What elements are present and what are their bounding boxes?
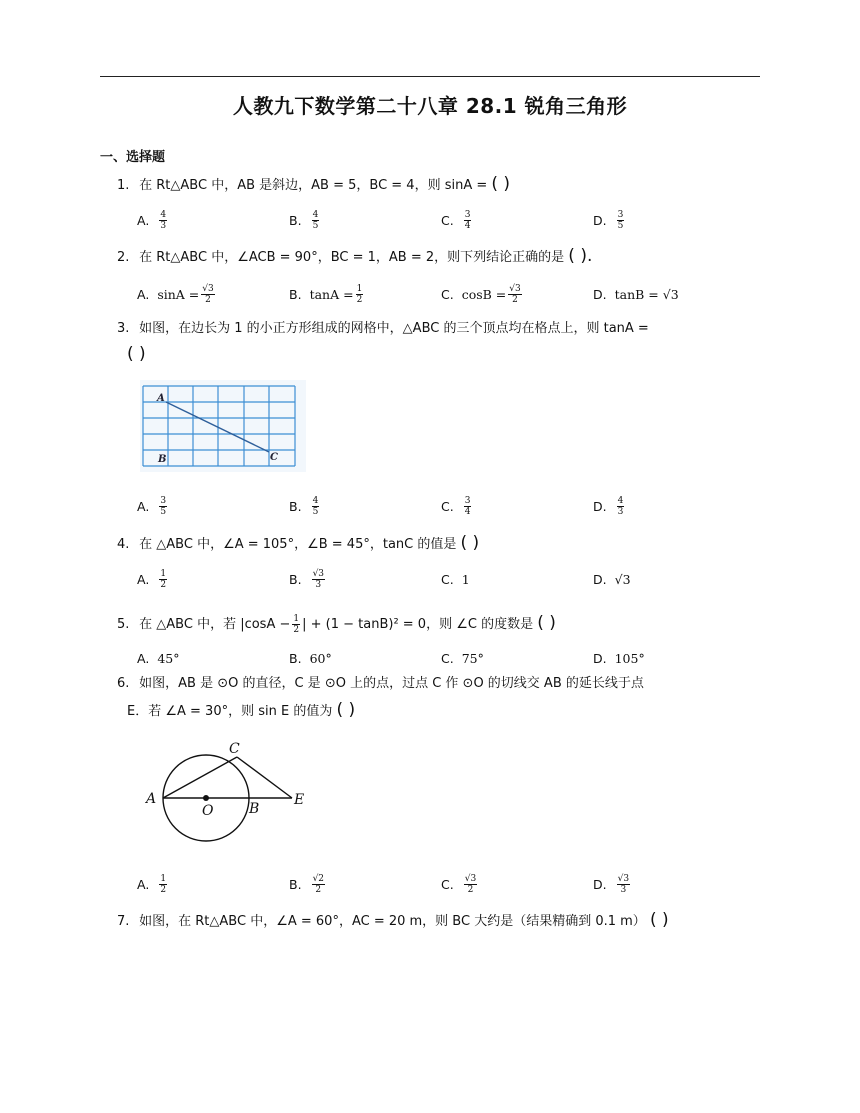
question-6-cont [127, 699, 355, 723]
question-4: 4. 在 △ABC 中，∠A = 105°，∠B = 45°，tanC 的值是 ( ) [117, 533, 480, 553]
label-b: B [249, 801, 260, 817]
option-b[interactable]: B. 60° [289, 650, 332, 666]
question-text: 在 Rt△ABC 中，AB 是斜边，AB = 5，BC = 4，则 sinA = [139, 178, 488, 193]
fraction: $\frac{3}{4}$ [464, 495, 471, 517]
label-o: O [202, 803, 214, 819]
segment-ac [163, 757, 237, 798]
fraction: $\frac{√3}{2}$ [509, 283, 521, 305]
option-d[interactable]: D. √3 [593, 571, 631, 587]
question-text: 如图，在边长为 1 的小正方形组成的网格中，△ABC 的三个顶点均在格点上，则 tanA = [139, 321, 649, 336]
question-2: 2. 在 Rt△ABC 中，∠ACB = 90°，BC = 1，AB = 2，则下列结论正确的是 ( ). [117, 246, 593, 266]
fraction: $\frac{4}{3}$ [617, 495, 624, 517]
fraction: $\frac{4}{3}$ [160, 209, 167, 231]
answer-paren: ( ) [127, 344, 146, 364]
page-title: 人教九下数学第二十八章 28.1 锐角三角形 [232, 94, 628, 118]
label-e: E [294, 792, 305, 808]
fraction: $\frac{4}{5}$ [312, 209, 319, 231]
question-text: 如图，在 Rt△ABC 中，∠A = 60°，AC = 20 m，则 BC 大约是（结果精确到 0.1 m） [139, 914, 646, 929]
question-3: 3. 如图，在边长为 1 的小正方形组成的网格中，△ABC 的三个顶点均在格点上，则 tanA = [117, 321, 649, 336]
answer-paren: ( ) [460, 533, 480, 553]
option-b[interactable]: B. $\frac{4}{5}$ [289, 209, 319, 231]
option-b[interactable]: B. $\frac{4}{5}$ [289, 495, 319, 517]
answer-paren: ( ) [491, 174, 511, 194]
option-a[interactable]: A. $\frac{1}{2}$ [137, 568, 167, 590]
fraction: $\frac{3}{5}$ [160, 495, 167, 517]
fraction: $\frac{1}{2}$ [293, 614, 300, 635]
tangent-ce [237, 757, 292, 798]
question-7: 7. 如图，在 Rt△ABC 中，∠A = 60°，AC = 20 m，则 BC 大约是（结果精确到 0.1 m） ( ) [117, 910, 669, 930]
header-rule [100, 76, 760, 77]
fraction: $\frac{√3}{3}$ [312, 568, 325, 590]
option-d[interactable]: D. $\frac{4}{3}$ [593, 495, 624, 517]
fraction: $\frac{√2}{2}$ [312, 873, 325, 895]
question-text: 在 △ABC 中，∠A = 105°，∠B = 45°，tanC 的值是 [139, 537, 457, 552]
question-3-cont [127, 343, 146, 367]
fraction: $\frac{1}{2}$ [356, 283, 363, 305]
answer-paren: ( ) [537, 613, 556, 633]
center-point [203, 795, 209, 801]
question-text-cont: | + (1 − tanB)² = 0，则 ∠C 的度数是 [302, 617, 534, 632]
fraction: $\frac{√3}{2}$ [464, 873, 477, 895]
option-a[interactable]: A. $\frac{3}{5}$ [137, 495, 167, 517]
label-b: B [158, 454, 167, 465]
question-5: 5. 在 △ABC 中，若 |cosA − $\frac{1}{2}$ | + (1 − tanB)² = 0，则 ∠C 的度数是 ( ) [117, 613, 556, 635]
option-b[interactable]: B. tanA = $\frac{1}{2}$ [289, 283, 363, 305]
label-a: A [146, 791, 157, 807]
option-a[interactable]: A. sinA = $\frac{√3}{2}$ [137, 283, 214, 305]
question-6: 6. 如图，AB 是 ⊙O 的直径，C 是 ⊙O 上的点，过点 C 作 ⊙O 的切线交 AB 的延长线于点 [117, 676, 644, 691]
question-text: 在 Rt△ABC 中，∠ACB = 90°，BC = 1，AB = 2，则下列结论正确的是 [139, 250, 565, 265]
fraction: $\frac{1}{2}$ [160, 873, 167, 895]
option-c[interactable]: C. 1 [441, 571, 470, 587]
option-d[interactable]: D. tanB = √3 [593, 286, 679, 302]
fraction: $\frac{√3}{3}$ [617, 873, 630, 895]
option-c[interactable]: C. $\frac{3}{4}$ [441, 209, 471, 231]
option-c[interactable]: C. cosB = $\frac{√3}{2}$ [441, 283, 521, 305]
option-b[interactable]: B. $\frac{√2}{2}$ [289, 873, 325, 895]
fraction: $\frac{3}{4}$ [464, 209, 471, 231]
option-c[interactable]: C. 75° [441, 650, 484, 666]
answer-paren: ( ) [649, 910, 669, 930]
option-b[interactable]: B. $\frac{√3}{3}$ [289, 568, 325, 590]
fraction: $\frac{√3}{2}$ [202, 283, 214, 305]
option-d[interactable]: D. $\frac{3}{5}$ [593, 209, 624, 231]
answer-paren: ( ). [568, 246, 593, 266]
fraction: $\frac{4}{5}$ [312, 495, 319, 517]
question-1: 1. 在 Rt△ABC 中，AB 是斜边，AB = 5，BC = 4，则 sinA = ( ) [117, 174, 511, 194]
question-text: 在 △ABC 中，若 |cosA − [139, 617, 291, 632]
option-a[interactable]: A. $\frac{1}{2}$ [137, 873, 167, 895]
fraction: $\frac{3}{5}$ [617, 209, 624, 231]
section-heading: 一、选择题 [100, 150, 166, 165]
circle-figure [140, 738, 315, 848]
option-c[interactable]: C. $\frac{3}{4}$ [441, 495, 471, 517]
label-c: C [229, 741, 240, 757]
option-c[interactable]: C. $\frac{√3}{2}$ [441, 873, 477, 895]
option-d[interactable]: D. $\frac{√3}{3}$ [593, 873, 630, 895]
option-a[interactable]: A. $\frac{4}{3}$ [137, 209, 167, 231]
fraction: $\frac{1}{2}$ [160, 568, 167, 590]
label-a: A [157, 393, 165, 404]
option-a[interactable]: A. 45° [137, 650, 180, 666]
answer-paren: ( ) [336, 700, 356, 720]
question-text: 如图，AB 是 ⊙O 的直径，C 是 ⊙O 上的点，过点 C 作 ⊙O 的切线交 AB 的延长线于点 [139, 676, 644, 691]
question-text-cont: E．若 ∠A = 30°，则 sin E 的值为 [127, 704, 333, 719]
label-c: C [270, 452, 278, 463]
option-d[interactable]: D. 105° [593, 650, 645, 666]
grid-figure [140, 380, 306, 472]
